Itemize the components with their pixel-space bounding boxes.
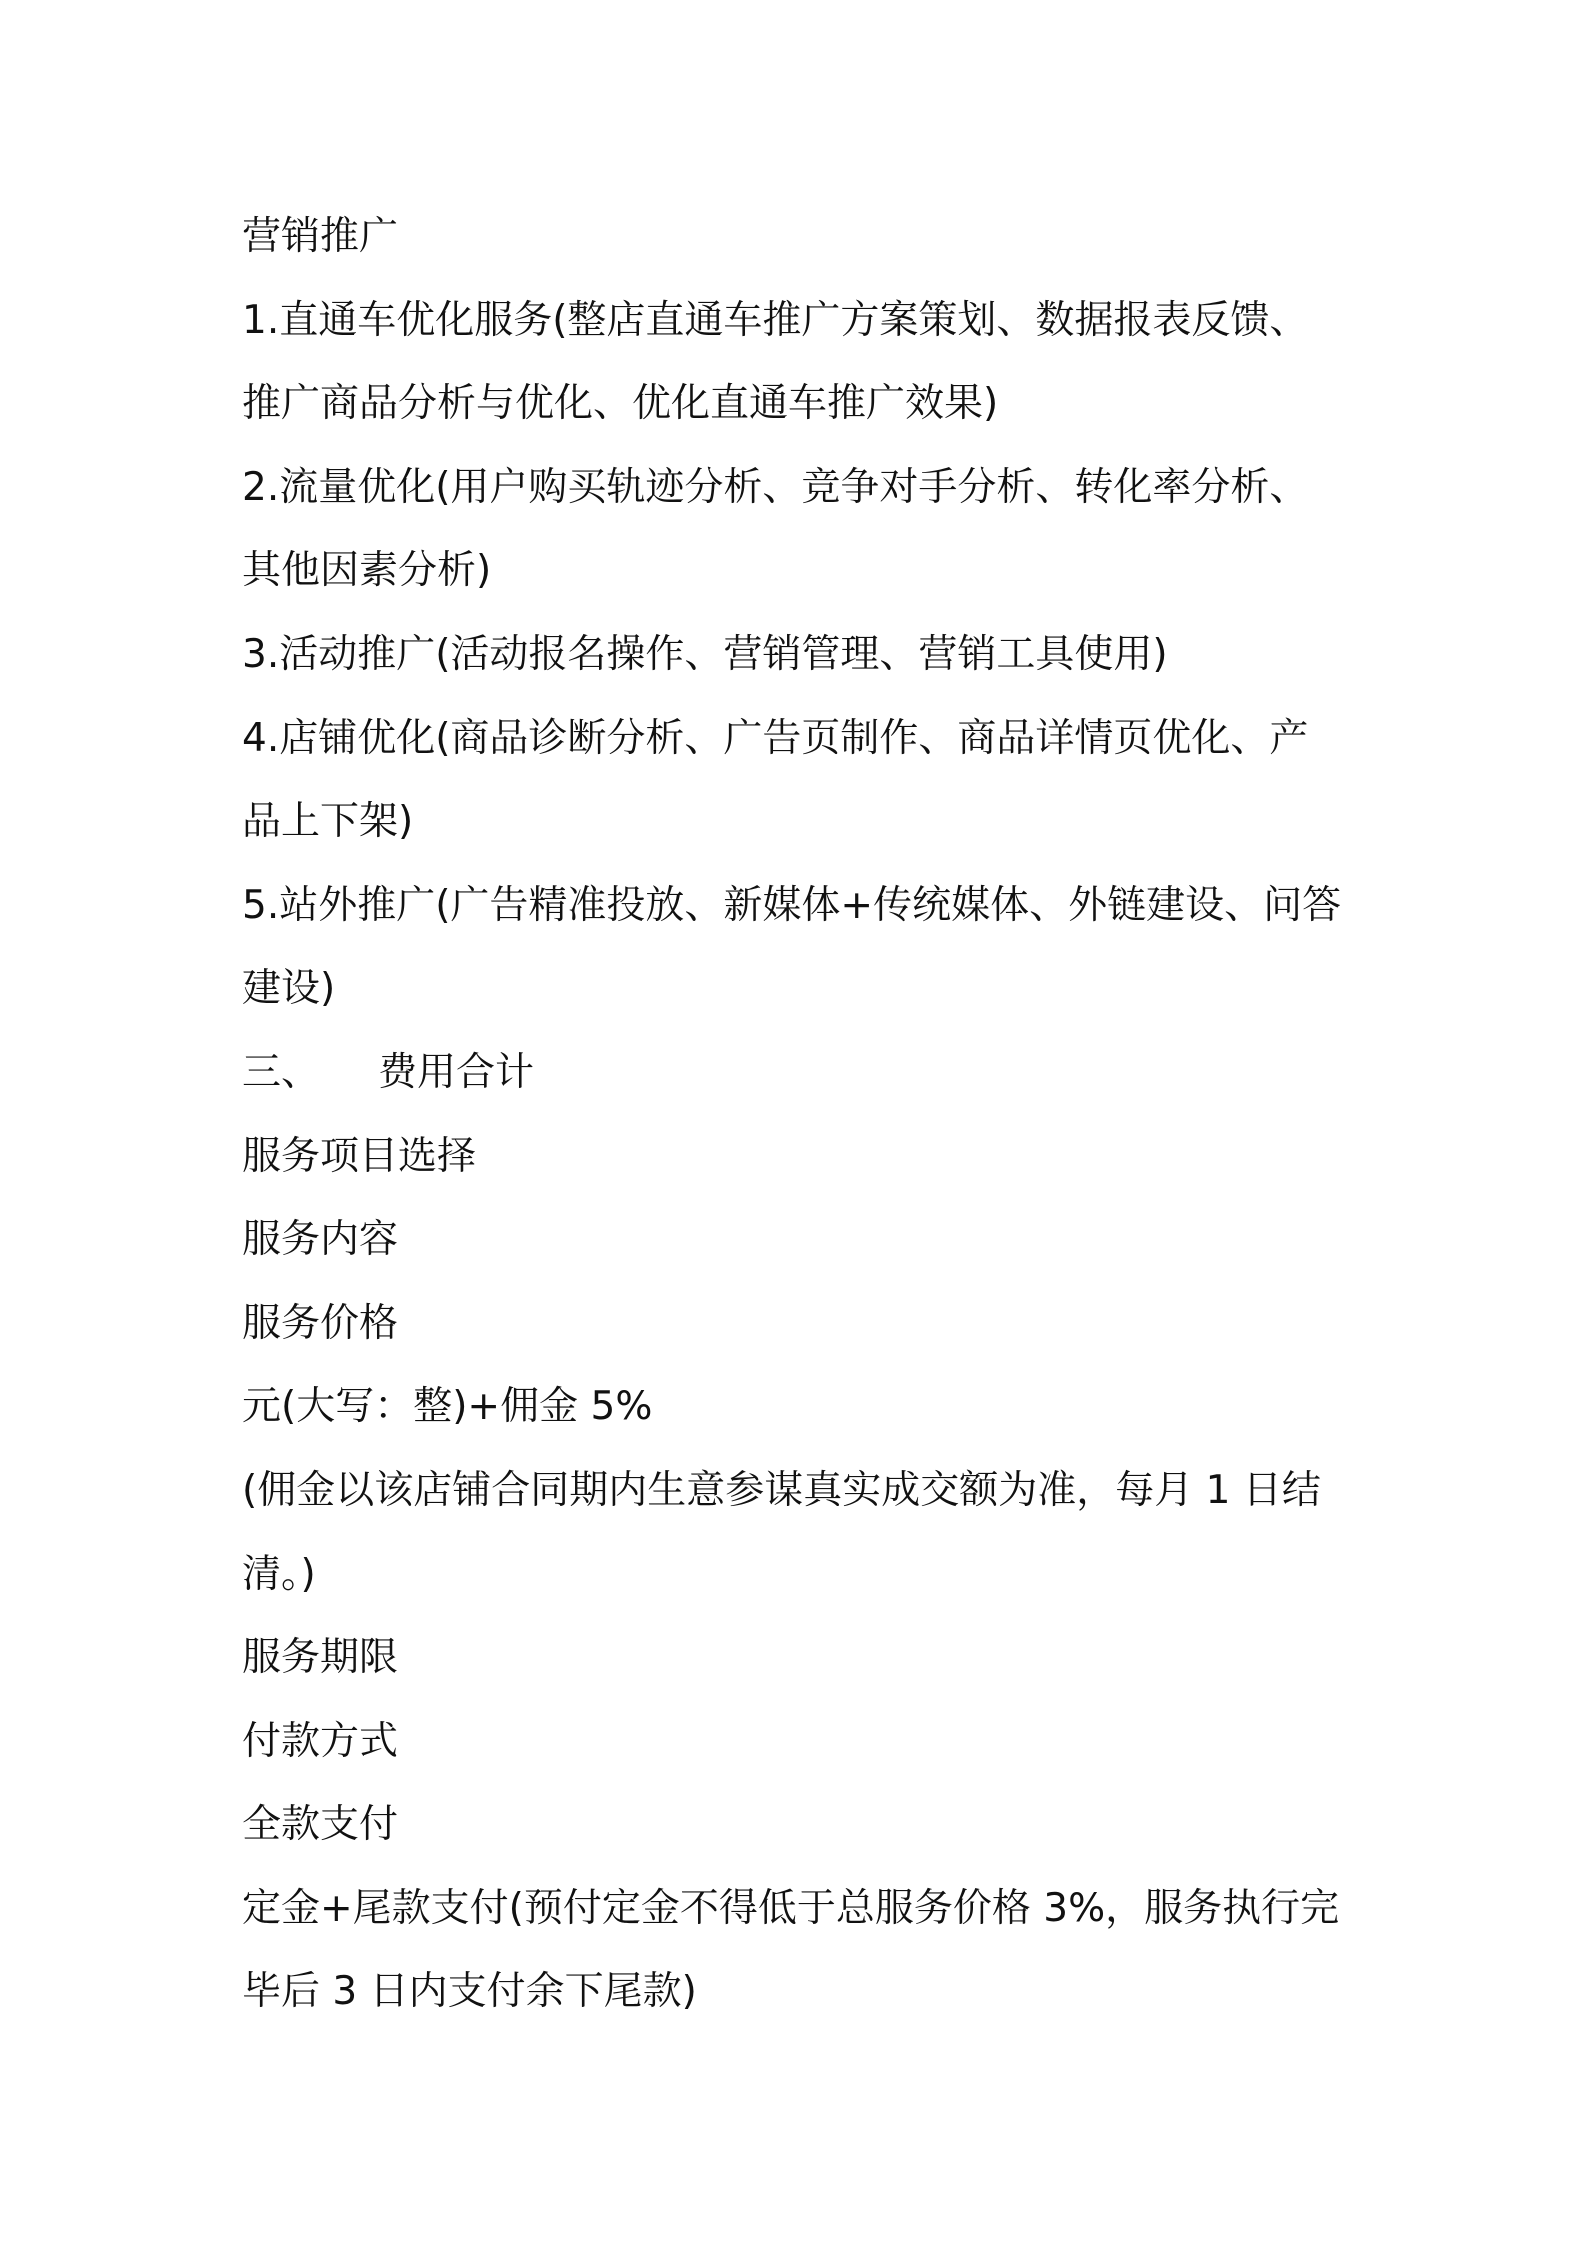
fee-heading xyxy=(242,1031,1362,1115)
price-formula: 元(大写：整)+佣金 5% xyxy=(242,1384,653,1430)
full-payment: 全款支付 xyxy=(242,1802,399,1848)
payment-method: 付款方式 xyxy=(242,1718,399,1764)
service-term: 服务期限 xyxy=(242,1635,399,1681)
fee-heading-label: 费用合计 xyxy=(378,1049,535,1095)
item-4-line-1: 4.店铺优化(商品诊断分析、广告页制作、商品详情页优化、产 xyxy=(242,715,1309,761)
section-title: 营销推广 xyxy=(242,214,399,259)
service-selection: 服务项目选择 xyxy=(242,1133,477,1179)
document-body xyxy=(242,195,1362,2034)
item-3-line-1: 3.活动推广(活动报名操作、营销管理、营销工具使用) xyxy=(242,631,1168,677)
service-price: 服务价格 xyxy=(242,1300,399,1346)
commission-note-line-1: (佣金以该店铺合同期内生意参谋真实成交额为准，每月 1 日结 xyxy=(242,1467,1321,1513)
item-1-line-2: 推广商品分析与优化、优化直通车推广效果) xyxy=(242,381,999,427)
item-2-line-2: 其他因素分析) xyxy=(242,548,492,594)
item-5-line-1: 5.站外推广(广告精准投放、新媒体+传统媒体、外链建设、问答 xyxy=(242,882,1342,928)
commission-note-line-2: 清。) xyxy=(242,1551,316,1597)
item-2-line-1: 2.流量优化(用户购买轨迹分析、竞争对手分析、转化率分析、 xyxy=(242,464,1309,510)
item-5-line-2: 建设) xyxy=(242,966,336,1012)
item-1-line-1: 1.直通车优化服务(整店直通车推广方案策划、数据报表反馈、 xyxy=(242,297,1309,343)
service-content: 服务内容 xyxy=(242,1217,399,1263)
deposit-line-2: 毕后 3 日内支付余下尾款) xyxy=(242,1969,697,2015)
item-4-line-2: 品上下架) xyxy=(242,799,414,845)
deposit-line-1: 定金+尾款支付(预付定金不得低于总服务价格 3%，服务执行完 xyxy=(242,1885,1340,1931)
fee-heading-number: 三、 xyxy=(242,1049,321,1095)
